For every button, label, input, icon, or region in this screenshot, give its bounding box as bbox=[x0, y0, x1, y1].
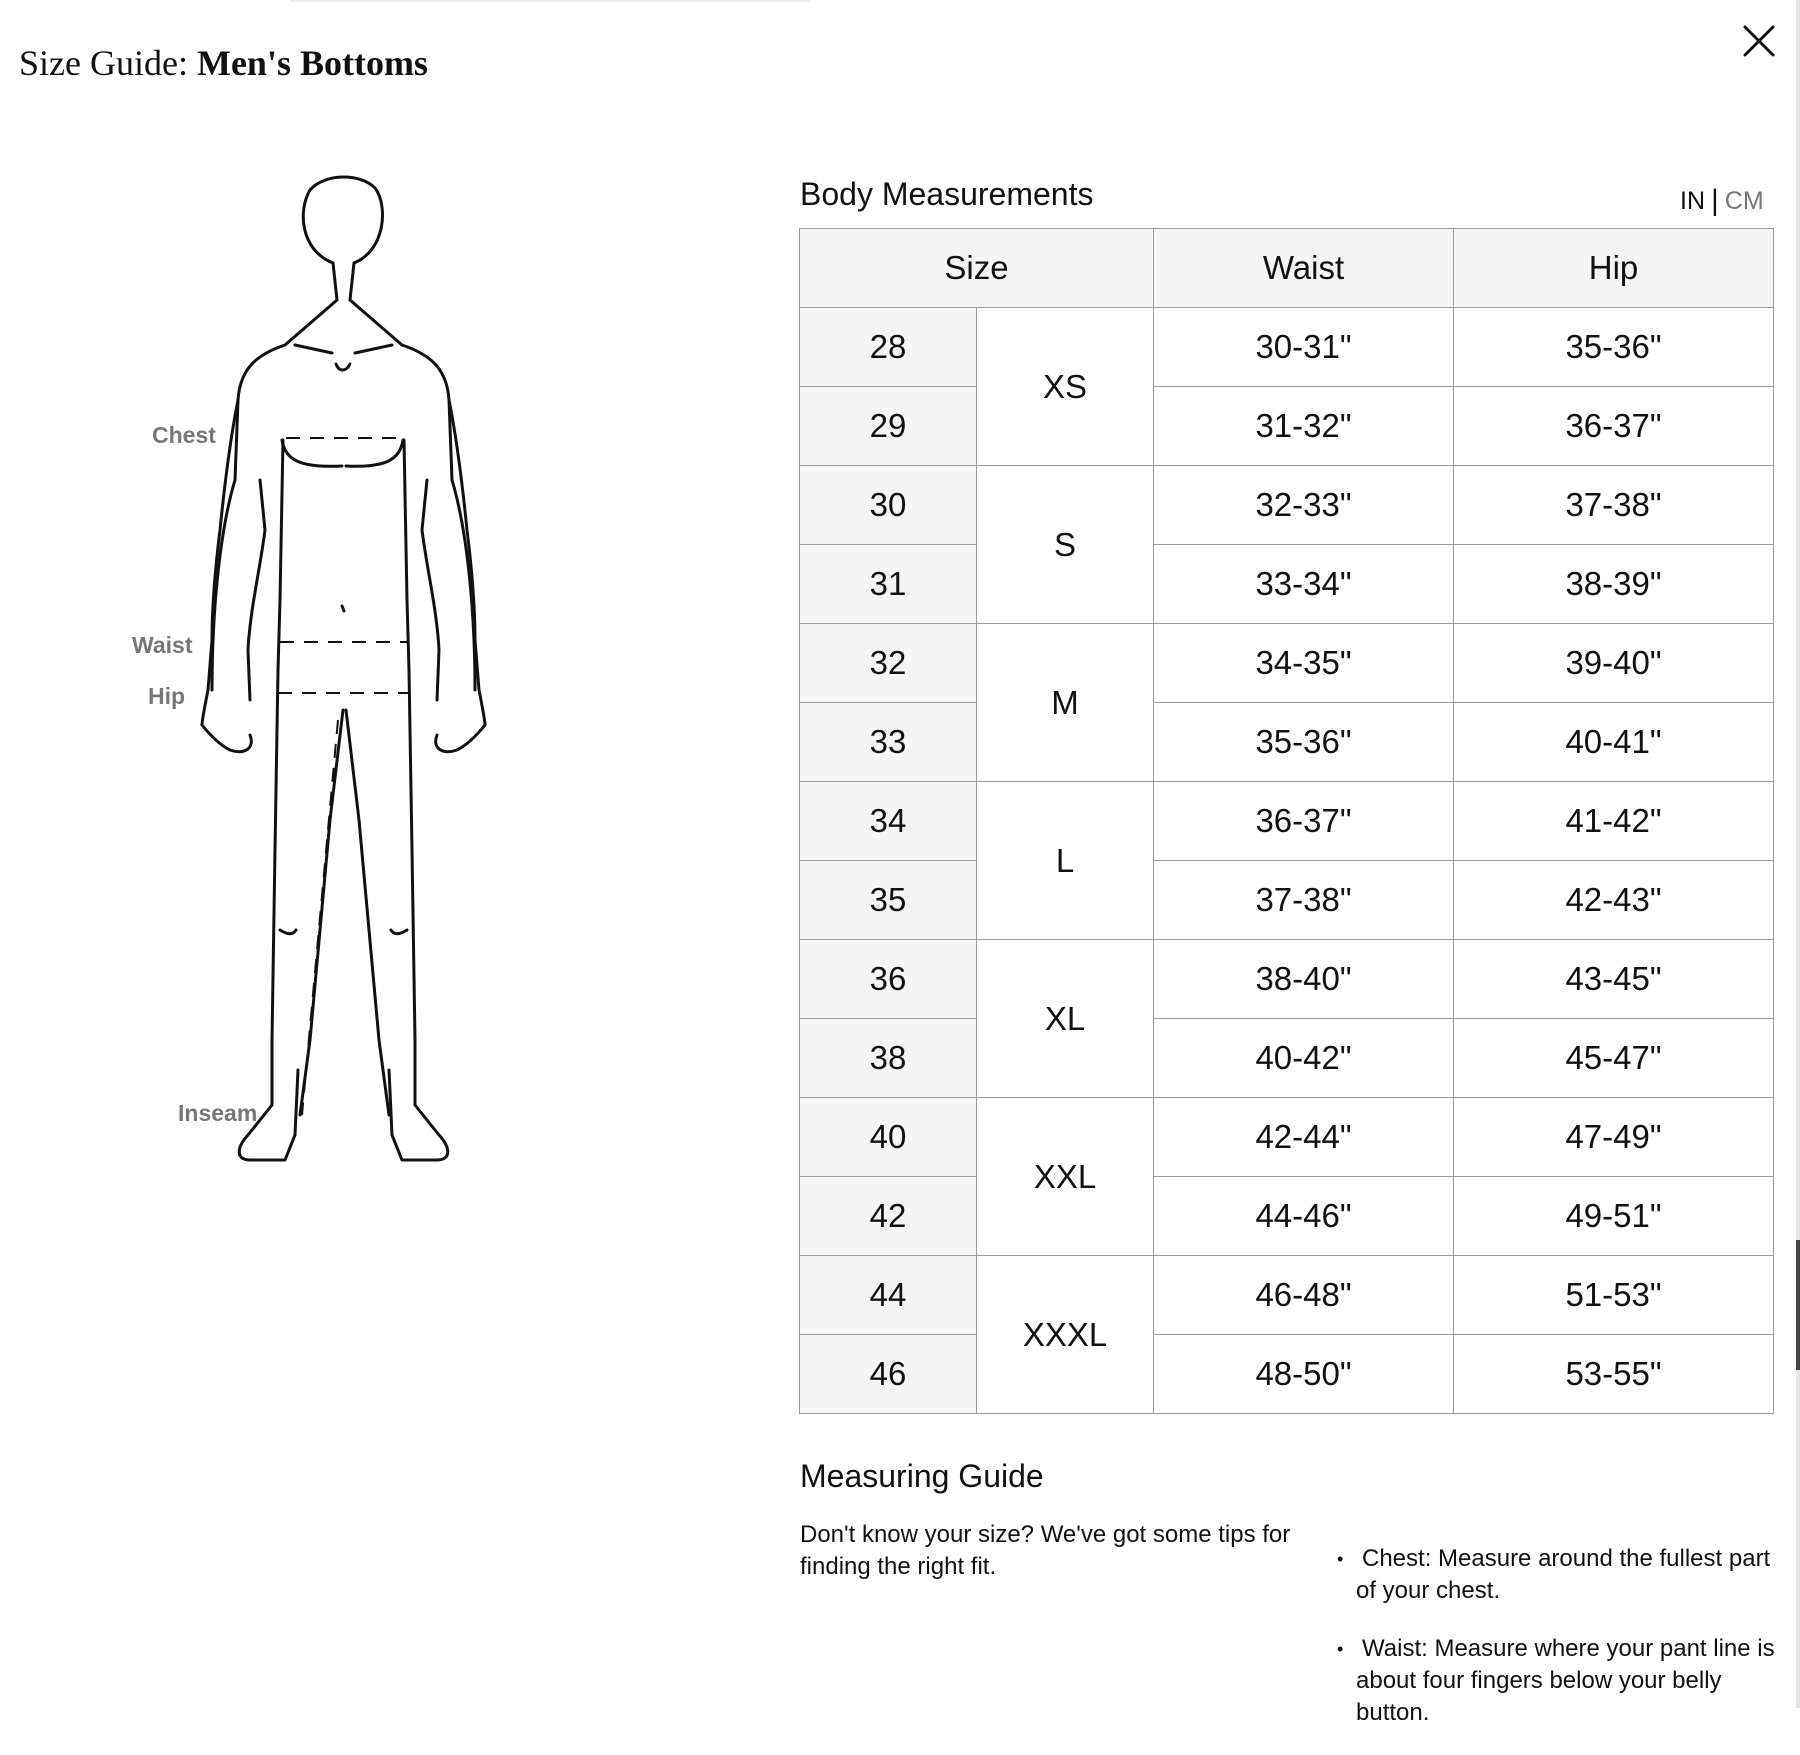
size-number-cell: 44 bbox=[800, 1256, 977, 1335]
list-item bbox=[1338, 1543, 1778, 1607]
column-header-size: Size bbox=[800, 229, 1154, 308]
table-header-row bbox=[800, 229, 1774, 308]
letter-size-cell: XS bbox=[977, 308, 1154, 466]
waist-cell: 42-44" bbox=[1154, 1098, 1454, 1177]
body-measurement-figure bbox=[120, 170, 570, 1220]
letter-size-cell: XXL bbox=[977, 1098, 1154, 1256]
hip-cell: 41-42" bbox=[1454, 782, 1774, 861]
waist-cell: 33-34" bbox=[1154, 545, 1454, 624]
letter-size-cell: M bbox=[977, 624, 1154, 782]
hip-cell: 35-36" bbox=[1454, 308, 1774, 387]
size-number-cell: 32 bbox=[800, 624, 977, 703]
table-row bbox=[800, 940, 1774, 1019]
table-row bbox=[800, 1019, 1774, 1098]
table-row bbox=[800, 545, 1774, 624]
size-number-cell: 36 bbox=[800, 940, 977, 1019]
unit-toggle bbox=[1680, 183, 1764, 217]
letter-size-cell: S bbox=[977, 466, 1154, 624]
chest-label: Chest bbox=[152, 422, 216, 448]
table-row bbox=[800, 387, 1774, 466]
size-number-cell: 35 bbox=[800, 861, 977, 940]
hip-label: Hip bbox=[148, 683, 186, 709]
hip-cell: 39-40" bbox=[1454, 624, 1774, 703]
hip-cell: 49-51" bbox=[1454, 1177, 1774, 1256]
page-title bbox=[19, 42, 428, 84]
waist-cell: 38-40" bbox=[1154, 940, 1454, 1019]
waist-cell: 35-36" bbox=[1154, 703, 1454, 782]
measuring-tips-list bbox=[1338, 1543, 1778, 1755]
waist-cell: 36-37" bbox=[1154, 782, 1454, 861]
hip-cell: 36-37" bbox=[1454, 387, 1774, 466]
size-table bbox=[799, 228, 1774, 1414]
tip-text: Waist: Measure where your pant line is about four fingers below your belly button. bbox=[1356, 1635, 1775, 1726]
size-number-cell: 46 bbox=[800, 1335, 977, 1414]
title-prefix: Size Guide: bbox=[19, 43, 188, 83]
waist-cell: 32-33" bbox=[1154, 466, 1454, 545]
hip-cell: 45-47" bbox=[1454, 1019, 1774, 1098]
close-button[interactable] bbox=[1736, 18, 1782, 64]
waist-cell: 37-38" bbox=[1154, 861, 1454, 940]
unit-cm-option[interactable]: CM bbox=[1724, 187, 1764, 215]
size-number-cell: 34 bbox=[800, 782, 977, 861]
size-number-cell: 29 bbox=[800, 387, 977, 466]
unit-separator: | bbox=[1711, 184, 1719, 217]
size-number-cell: 31 bbox=[800, 545, 977, 624]
table-row bbox=[800, 1256, 1774, 1335]
bullet-icon: • bbox=[1337, 1549, 1344, 1569]
hip-cell: 53-55" bbox=[1454, 1335, 1774, 1414]
body-outline-illustration bbox=[120, 170, 570, 1220]
size-number-cell: 30 bbox=[800, 466, 977, 545]
close-icon bbox=[1736, 18, 1782, 64]
tip-text: Chest: Measure around the fullest part of your chest. bbox=[1356, 1545, 1771, 1604]
inseam-label: Inseam bbox=[178, 1100, 258, 1126]
letter-size-cell: L bbox=[977, 782, 1154, 940]
bullet-icon: • bbox=[1337, 1639, 1344, 1659]
hip-cell: 42-43" bbox=[1454, 861, 1774, 940]
table-row bbox=[800, 1177, 1774, 1256]
top-edge-shadow bbox=[290, 0, 810, 3]
letter-size-cell: XXXL bbox=[977, 1256, 1154, 1414]
table-row bbox=[800, 466, 1774, 545]
table-row bbox=[800, 1335, 1774, 1414]
size-number-cell: 33 bbox=[800, 703, 977, 782]
waist-label: Waist bbox=[132, 632, 193, 658]
letter-size-cell: XL bbox=[977, 940, 1154, 1098]
list-item bbox=[1338, 1633, 1778, 1729]
title-main: Men's Bottoms bbox=[196, 43, 428, 83]
unit-inches-option[interactable]: IN bbox=[1680, 187, 1705, 215]
hip-cell: 51-53" bbox=[1454, 1256, 1774, 1335]
waist-cell: 40-42" bbox=[1154, 1019, 1454, 1098]
measuring-guide-heading: Measuring Guide bbox=[800, 1458, 1044, 1494]
waist-cell: 46-48" bbox=[1154, 1256, 1454, 1335]
hip-cell: 37-38" bbox=[1454, 466, 1774, 545]
waist-cell: 48-50" bbox=[1154, 1335, 1454, 1414]
table-row bbox=[800, 861, 1774, 940]
size-number-cell: 28 bbox=[800, 308, 977, 387]
column-header-hip: Hip bbox=[1454, 229, 1774, 308]
waist-cell: 34-35" bbox=[1154, 624, 1454, 703]
table-row bbox=[800, 1098, 1774, 1177]
table-row bbox=[800, 308, 1774, 387]
hip-cell: 47-49" bbox=[1454, 1098, 1774, 1177]
hip-cell: 40-41" bbox=[1454, 703, 1774, 782]
scrollbar[interactable] bbox=[1796, 0, 1800, 1708]
waist-cell: 31-32" bbox=[1154, 387, 1454, 466]
hip-cell: 38-39" bbox=[1454, 545, 1774, 624]
size-number-cell: 42 bbox=[800, 1177, 977, 1256]
measuring-guide-intro: Don't know your size? We've got some tips for finding the right fit. bbox=[800, 1521, 1291, 1580]
size-number-cell: 38 bbox=[800, 1019, 977, 1098]
waist-cell: 44-46" bbox=[1154, 1177, 1454, 1256]
column-header-waist: Waist bbox=[1154, 229, 1454, 308]
waist-cell: 30-31" bbox=[1154, 308, 1454, 387]
table-row bbox=[800, 782, 1774, 861]
scrollbar-thumb[interactable] bbox=[1796, 1240, 1800, 1370]
hip-cell: 43-45" bbox=[1454, 940, 1774, 1019]
table-row bbox=[800, 624, 1774, 703]
body-measurements-heading: Body Measurements bbox=[800, 176, 1094, 212]
table-row bbox=[800, 703, 1774, 782]
size-number-cell: 40 bbox=[800, 1098, 977, 1177]
